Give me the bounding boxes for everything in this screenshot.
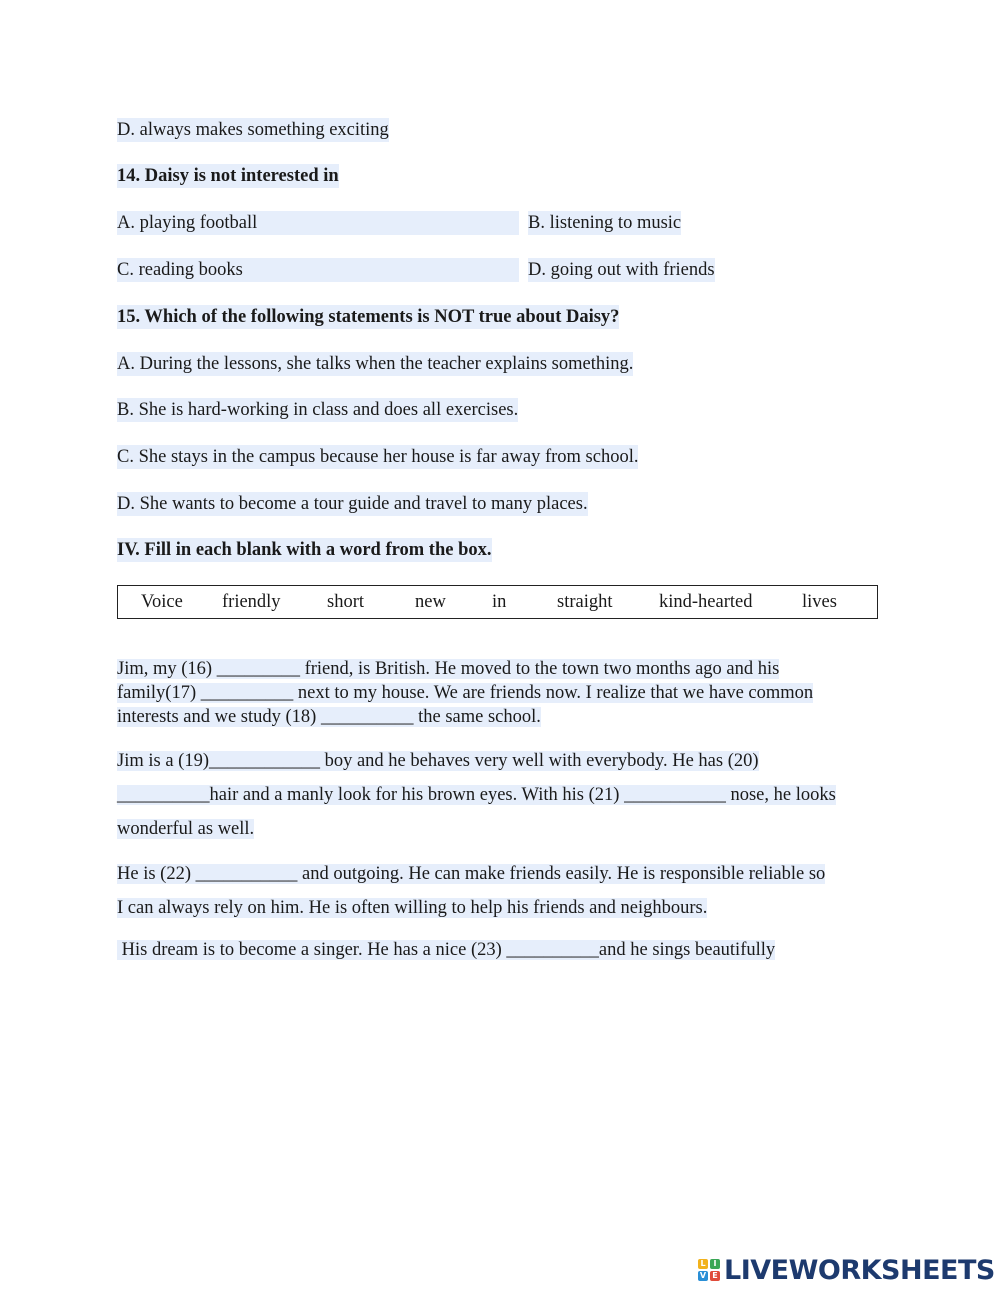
q15-option-d: D. She wants to become a tour guide and travel to many places. bbox=[117, 494, 588, 514]
passage-paragraph-4 bbox=[117, 938, 775, 962]
passage-line: His dream is to become a singer. He has a nice (23) __________and he sings beautifully bbox=[117, 940, 776, 960]
passage-line: wonderful as well. bbox=[117, 819, 255, 839]
passage-line: Jim is a (19)____________ boy and he behaves very well with everybody. He has (20) bbox=[117, 751, 759, 771]
q13-option-d: D. always makes something exciting bbox=[117, 120, 389, 140]
logo-block: I bbox=[710, 1259, 720, 1269]
logo-blocks-icon bbox=[698, 1259, 720, 1281]
logo-block: E bbox=[710, 1271, 720, 1281]
passage-line: He is (22) ___________ and outgoing. He can make friends easily. He is responsible reliable so bbox=[117, 864, 826, 884]
word-box-item: straight bbox=[557, 592, 613, 612]
word-box-item: friendly bbox=[222, 592, 281, 612]
word-box-item: kind-hearted bbox=[659, 592, 753, 612]
q15-option-a: A. During the lessons, she talks when the teacher explains something. bbox=[117, 354, 634, 374]
q15-question: 15. Which of the following statements is NOT true about Daisy? bbox=[117, 307, 620, 327]
liveworksheets-logo bbox=[698, 1254, 995, 1286]
word-box-item: Voice bbox=[141, 592, 183, 612]
word-box-item: new bbox=[415, 592, 446, 612]
word-box bbox=[117, 585, 878, 619]
q15-option-b: B. She is hard-working in class and does all exercises. bbox=[117, 400, 519, 420]
word-box-item: short bbox=[327, 592, 364, 612]
passage-line: interests and we study (18) __________ the same school. bbox=[117, 707, 541, 727]
logo-block: L bbox=[698, 1259, 708, 1269]
logo-text: LIVEWORKSHEETS bbox=[724, 1254, 995, 1286]
q14-option-b: B. listening to music bbox=[528, 213, 682, 233]
passage-paragraph-2 bbox=[117, 744, 836, 846]
q14-option-c: C. reading books bbox=[117, 258, 519, 282]
q14-question: 14. Daisy is not interested in bbox=[117, 166, 339, 186]
word-box-item: in bbox=[492, 592, 507, 612]
q14-option-a: A. playing football bbox=[117, 211, 519, 235]
passage-line: I can always rely on him. He is often willing to help his friends and neighbours. bbox=[117, 898, 708, 918]
passage-line: Jim, my (16) _________ friend, is British. He moved to the town two months ago and his bbox=[117, 659, 780, 679]
q14-option-d: D. going out with friends bbox=[528, 260, 715, 280]
word-box-item: lives bbox=[802, 592, 837, 612]
passage-line: __________hair and a manly look for his brown eyes. With his (21) ___________ nose, he looks bbox=[117, 785, 836, 805]
logo-block: V bbox=[699, 1271, 707, 1280]
passage-paragraph-1 bbox=[117, 657, 813, 729]
section-heading: IV. Fill in each blank with a word from the box. bbox=[117, 540, 492, 560]
passage-paragraph-3 bbox=[117, 857, 825, 925]
q15-option-c: C. She stays in the campus because her house is far away from school. bbox=[117, 447, 639, 467]
passage-line: family(17) __________ next to my house. We are friends now. I realize that we have common bbox=[117, 683, 814, 703]
